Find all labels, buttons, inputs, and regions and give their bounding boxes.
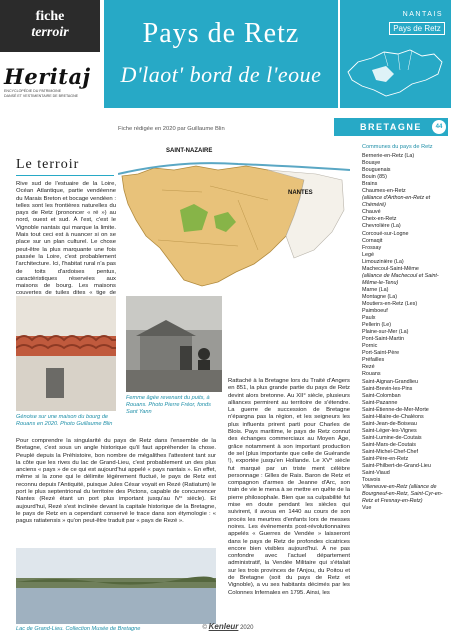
commune-item: Rezé (362, 364, 375, 371)
commune-item: Pont-Saint-Martin (362, 336, 404, 343)
region-kicker: NANTAIS (402, 11, 443, 18)
commune-item: Saint-Pazanne (362, 399, 398, 406)
section-header (16, 157, 114, 176)
commune-item: Port-Saint-Père (362, 350, 400, 357)
commune-item: Bernerie-en-Retz (La) (362, 153, 415, 159)
region-name: Pays de Retz (389, 22, 445, 35)
photo-lac-grand-lieu (16, 548, 216, 624)
commune-item: Saint-Père-en-Retz (362, 456, 409, 463)
fiche-terroir-badge (0, 0, 100, 52)
region-map-icon (342, 40, 448, 104)
section-title: Le terroir (16, 157, 80, 172)
commune-item: Saint-Lumine-de-Coutais (362, 434, 422, 441)
commune-item: Cheix-en-Retz (362, 216, 397, 223)
commune-item: Moutiers-en-Retz (Les) (362, 300, 418, 307)
commune-item: Pellerin (Le) (362, 322, 392, 329)
communes-heading: Communes du pays de Retz (362, 144, 433, 150)
terroir-paragraph-1: Rive sud de l'estuaire de la Loire, Océan Atlantique, partie vendéenne du Marais Breton et bocage vendéen : telles sont les frontières naturelles du pays de Retz (prononcer « ré ») au nord, ouest et sud. À l'est, c'est le Vignoble nantais qui marque la limite. Mais tout ceci est à nuancer si on se place sur un plan culturel. Le chose peut-être la plus marquante une fois passée la Loire, c'est probablement l'architecture. Ici, l'habitat rural n'a pas de toits d'ardoises pentus, caractéristiques réservées aux maisons de bourg. Les maisons couvertes de tuiles dites « tige de (16, 181, 116, 297)
commune-item: Paulx (362, 315, 376, 322)
commune-item: Saint-Hilaire-de-Chaléons (362, 413, 424, 420)
logo-wordmark: Heritaj (4, 64, 91, 89)
commune-item: Saint-Colomban (362, 392, 401, 399)
commune-item: Chevrolière (La) (362, 223, 401, 230)
bretagne-label: BRETAGNE (360, 122, 422, 132)
commune-item: Cornaqit (362, 237, 383, 244)
communes-panel (362, 144, 448, 512)
logo-subtitle-2: DANSÉ ET VESTIMENTAIRE DE BRETAGNE (4, 94, 79, 98)
title-band (104, 0, 338, 108)
commune-item: Plaine-sur-Mer (La) (362, 329, 409, 336)
department-number: 44 (432, 120, 446, 134)
commune-item: Vue (362, 505, 372, 512)
page-subtitle: D'laot' bord de l'eoue (120, 62, 322, 87)
map-shape (118, 140, 350, 290)
commune-item: Montagne (La) (362, 293, 398, 300)
commune-item: Machecoul-Saint-Même (362, 265, 419, 272)
commune-item: Brains (362, 181, 378, 188)
map-label-nantes: NANTES (288, 190, 313, 196)
commune-item: Saint-Jean-de-Boiseau (362, 420, 417, 427)
terroir-paragraph-3: Rattaché à la Bretagne lors du Traité d'Angers en 851, la plus grande partie du pays de Retz devint alors bretonne. Au XII° siècle, plusieurs alliances permirent au territoire de s'étendre. La guerre de succession de Bretagne n'épargna pas la région, et les seigneurs les plus influents prirent parti pour Charles de Blois. Pays maritime, le pays de Retz connut des échanges commerciaux au Moyen Âge, grâce notamment à son important production de sel (plus importante que celle de Guérande !), exportée jusqu'en Hollande. Le XV° siècle fut marqué par un triste ment célèbre personnage : Gilles de Rais. Baron de Retz et compagnon d'armes de Jeanne d'Arc, son train de vie le mena à se mettre en quête de la pierre philosophale. Bien que sa culpabilité fut mise en doute pendant les siècles qui suivirent, il avoua en 1440 au cours de son procès les meurtres d'enfants lors de messes noires. Les événements post-révolutionnaires appelés « Guerres de Vendée » laisseront dans le pays de Retz de profondes cicatrices encore bien visibles aujourd'hui. À ne pas confondre avec l'actuel département administratif, la Vendée Militaire qui s'étalait sur les trois provinces de l'Anjou, du Poitou et de Bretagne (soit du pays de Retz et Vignoble), a vu ses habitants décimés par les Colonnes Infernales en 1795. Ainsi, les (228, 378, 350, 596)
commune-item: Corcoué-sur-Logne (362, 230, 409, 237)
photo-genoise (16, 296, 116, 411)
commune-item: Touvois (362, 477, 381, 484)
logo-subtitle-1: ENCYCLOPÉDIE DU PATRIMOINE (4, 89, 62, 93)
footer-year: 2020 (240, 625, 254, 631)
caption-genoise: Génoise sur une maison du bourg de Rouans en 2020. Photo Guillaume Blin (16, 414, 113, 427)
commune-item: Saint-Michel-Chef-Chef (362, 448, 419, 455)
commune-item: Chauvé (362, 209, 381, 216)
bretagne-tag (334, 118, 448, 136)
caption-lac: Lac de Grand-Lieu. Collection Musée de Bretagne (16, 626, 141, 632)
footer-copyright: © (202, 625, 207, 631)
commune-item: Chaumes-en-Retz (362, 188, 406, 195)
commune-item: Saint-Mars-de-Coutais (362, 441, 416, 448)
region-block (340, 0, 451, 108)
badge-line-2: terroir (31, 25, 69, 40)
commune-item: Bouaye (362, 160, 381, 167)
footer-brand: Kenleur (208, 622, 239, 631)
badge-line-1: fiche (35, 9, 65, 24)
commune-item: Saint-Étienne-de-Mer-Morte (362, 406, 429, 413)
commune-item: Saint-Viaud (362, 470, 390, 477)
map-label-saint-nazaire: SAINT-NAZAIRE (166, 148, 213, 154)
commune-item: Bouguenais (362, 167, 391, 174)
commune-item: (alliance d'Arthon-en-Retz et Chéméré) (362, 195, 431, 209)
commune-item: Saint-Brevin-les-Pins (362, 385, 413, 392)
commune-item: Limouzinière (La) (362, 258, 404, 265)
commune-item: Rouans (362, 371, 381, 378)
commune-item: Legé (362, 251, 374, 258)
author-credit: Fiche rédigée en 2020 par Guillaume Blin (118, 126, 225, 132)
commune-item: (alliance de Machecoul et Saint-Même-le-Tenu) (362, 272, 439, 286)
commune-item: Préfailles (362, 357, 385, 364)
photo-femme-puits (126, 296, 222, 392)
caption-femme-puits: Femme âgée revenant du puits, à Rouans. Photo Pierre Fréor, fonds Sant Yann (126, 395, 211, 415)
commune-item: Marne (La) (362, 286, 389, 293)
commune-item: Bouin (85) (362, 174, 387, 181)
heritaj-logo (4, 64, 96, 99)
commune-item: Villeneuve-en-Retz (alliance de Bourgneuf-en-Retz, Saint-Cyr-en-Retz et Fresnay-en-Retz) (362, 484, 443, 505)
commune-item: Saint-Léger-les-Vignes (362, 427, 417, 434)
section-rule (16, 175, 114, 176)
commune-item: Saint-Aignan-Grandlieu (362, 378, 419, 385)
commune-item: Saint-Philbert-de-Grand-Lieu (362, 463, 431, 470)
commune-item: Pornic (362, 343, 378, 350)
commune-item: Frossay (362, 244, 382, 251)
communes-list (362, 153, 448, 512)
commune-item: Paimboeuf (362, 308, 388, 315)
terroir-paragraph-2: Pour comprendre la singularité du pays de Retz dans l'ensemble de la Bretagne, c'est sous un angle historique qu'il faut appréhender la chose. Peuplé depuis la Préhistoire, bon nombre de mégalithes l'attestent tant sur la côte que les rives du lac de Grand-Lieu, c'est probablement un des plus anciens « pays » de ce qui est aujourd'hui appelé « pays nantais ». En effet, même si la zone qui le délimite légèrement fluctué, le pays de Retz est reconnu depuis l'Antiquité, puisque Jules César voyait en Rezé (Ratiatum) le port le plus septentrional du territoire des Pictons, capable de concurrencer Nantes (Rezé étant un port plus important jusqu'au IV° siècle). Et aujourd'hui, Rezé s'est inclinée devant la capitale historique de la Bretagne, le pays de Retz en a cependant conservé le trace dans son étymologie : « pagus ratiatensis » qu'on peut-être traduit par « pays de Rezé ». (16, 438, 216, 525)
page-title: Pays de Retz (142, 18, 300, 49)
footer (168, 622, 288, 631)
pays-de-retz-map (118, 140, 350, 290)
